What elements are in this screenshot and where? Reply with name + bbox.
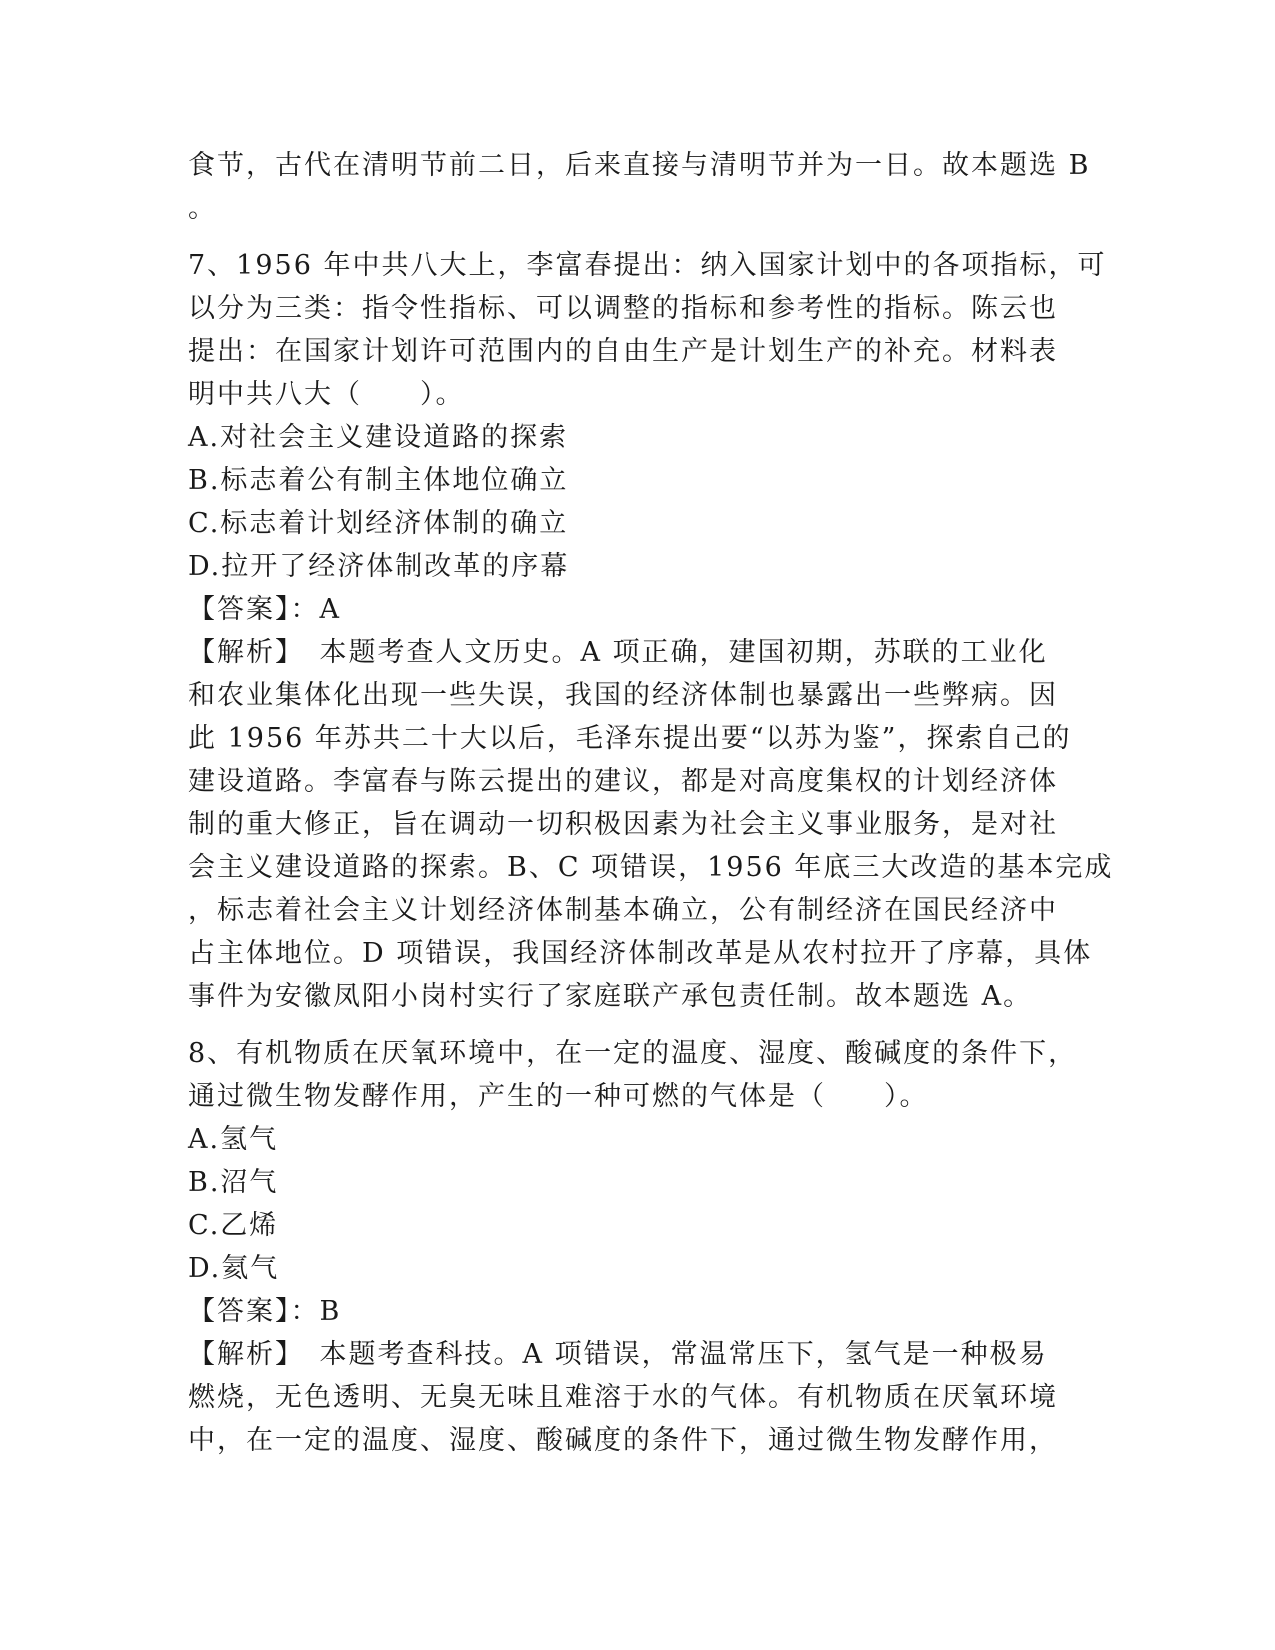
text-line: 。	[188, 193, 217, 224]
text-line: 以分为三类：指令性指标、可以调整的指标和参考性的指标。陈云也	[188, 293, 1058, 324]
text-line: 提出：在国家计划许可范围内的自由生产是计划生产的补充。材料表	[188, 336, 1058, 367]
text-line: 会主义建设道路的探索。B、C 项错误，1956 年底三大改造的基本完成	[188, 852, 1114, 883]
text-line: 明中共八大（ ）。	[188, 379, 465, 410]
text-line: 通过微生物发酵作用，产生的一种可燃的气体是（ ）。	[188, 1081, 929, 1112]
text-line: 事件为安徽凤阳小岗村实行了家庭联产承包责任制。故本题选 A。	[188, 981, 1033, 1012]
question-stem	[188, 1032, 1078, 1118]
paragraph-gap	[188, 230, 1078, 244]
text-line: 和农业集体化出现一些失误，我国的经济体制也暴露出一些弊病。因	[188, 680, 1058, 711]
text-line: 中，在一定的温度、湿度、酸碱度的条件下，通过微生物发酵作用，	[188, 1425, 1058, 1456]
text-line: 制的重大修正，旨在调动一切积极因素为社会主义事业服务，是对社	[188, 809, 1058, 840]
text-line: 7、1956 年中共八大上，李富春提出：纳入国家计划中的各项指标，可	[188, 250, 1107, 281]
option-c: C.乙烯	[188, 1210, 279, 1241]
question-stem	[188, 244, 1107, 416]
answer-line: 【答案】：B	[188, 1296, 342, 1327]
text-line: 【解析】 本题考查人文历史。A 项正确，建国初期，苏联的工业化	[188, 637, 1048, 668]
option-a: A.对社会主义建设道路的探索	[188, 422, 569, 453]
option-list	[188, 416, 1078, 588]
paragraph-gap	[188, 1018, 1078, 1032]
option-a: A.氢气	[188, 1124, 279, 1155]
text-line: 【解析】 本题考查科技。A 项错误，常温常压下，氢气是一种极易	[188, 1339, 1048, 1370]
option-list	[188, 1118, 1078, 1290]
question-7	[188, 244, 1114, 1018]
analysis-block	[188, 1333, 1078, 1462]
intro-paragraph	[188, 144, 1091, 230]
question-8	[188, 1032, 1078, 1462]
text-line: 此 1956 年苏共二十大以后，毛泽东提出要“以苏为鉴”，探索自己的	[188, 723, 1072, 754]
text-line: 占主体地位。D 项错误，我国经济体制改革是从农村拉开了序幕，具体	[188, 938, 1093, 969]
option-d: D.氦气	[188, 1253, 280, 1284]
text-line: 食节，古代在清明节前二日，后来直接与清明节并为一日。故本题选 B	[188, 150, 1091, 181]
answer-line: 【答案】：A	[188, 594, 341, 625]
text-line: ，标志着社会主义计划经济体制基本确立，公有制经济在国民经济中	[188, 895, 1058, 926]
option-c: C.标志着计划经济体制的确立	[188, 508, 569, 539]
option-d: D.拉开了经济体制改革的序幕	[188, 551, 570, 582]
option-b: B.标志着公有制主体地位确立	[188, 465, 569, 496]
analysis-block	[188, 631, 1114, 1018]
page-content	[188, 144, 1114, 1462]
text-line: 8、有机物质在厌氧环境中，在一定的温度、湿度、酸碱度的条件下，	[188, 1038, 1078, 1069]
option-b: B.沼气	[188, 1167, 279, 1198]
text-line: 建设道路。李富春与陈云提出的建议，都是对高度集权的计划经济体	[188, 766, 1058, 797]
text-line: 燃烧，无色透明、无臭无味且难溶于水的气体。有机物质在厌氧环境	[188, 1382, 1058, 1413]
